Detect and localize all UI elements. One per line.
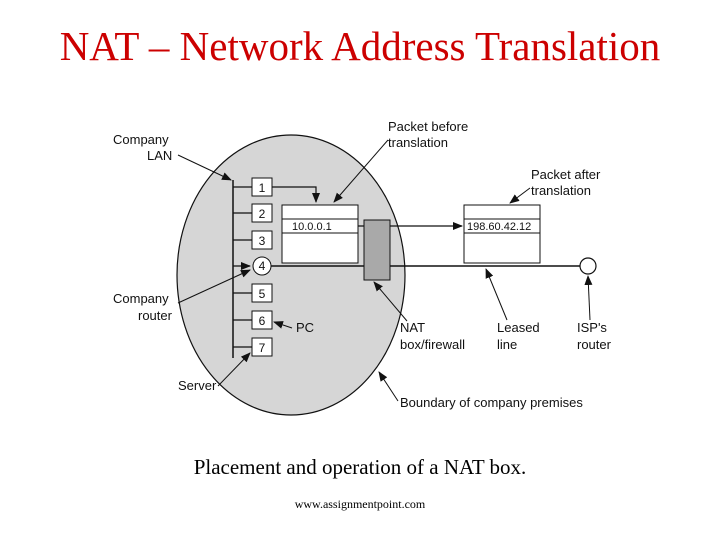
isp-router-label-1: ISP's	[577, 320, 607, 335]
machine-7	[252, 338, 272, 356]
machine-6-label: 6	[258, 314, 266, 328]
isp-router	[580, 258, 596, 274]
packet-before-label-2: translation	[388, 135, 448, 150]
machine-1	[252, 178, 272, 196]
server-label: Server	[178, 378, 217, 393]
packet-after-translation	[464, 205, 540, 263]
nat-box	[364, 220, 390, 280]
machine-4-label: 4	[258, 259, 266, 273]
machine-2	[252, 204, 272, 222]
isp-router-label-2: router	[577, 337, 611, 352]
packet-before-translation	[282, 205, 358, 263]
company-router-label-2: router	[138, 308, 172, 323]
packet-after-label-2: translation	[531, 183, 591, 198]
machine-6	[252, 311, 272, 329]
machine-3	[252, 231, 272, 249]
machine-7-label: 7	[258, 341, 266, 355]
source-address-before: 10.0.0.1	[292, 221, 332, 233]
boundary-label: Boundary of company premises	[400, 395, 583, 410]
nat-box-label-1: NAT	[400, 320, 426, 335]
company-router-label-1: Company	[113, 291, 169, 306]
source-address-after: 198.60.42.12	[467, 221, 532, 233]
packet-after-label-1: Packet after	[531, 167, 601, 182]
pc-label: PC	[296, 320, 315, 335]
figure-caption: Placement and operation of a NAT box.	[193, 455, 527, 479]
company-lan-label-2: LAN	[147, 148, 173, 163]
machine-3-label: 3	[258, 234, 266, 248]
packet-before-label-1: Packet before	[388, 119, 469, 134]
company-router	[253, 257, 271, 275]
source-url: www.assignmentpoint.com	[294, 497, 426, 511]
nat-box-label-2: box/firewall	[400, 337, 466, 352]
machine-5-label: 5	[258, 287, 266, 301]
leased-line-label-2: line	[497, 337, 518, 352]
machine-1-label: 1	[258, 181, 266, 195]
page-title: NAT – Network Address Translation	[59, 23, 661, 69]
machine-5	[252, 284, 272, 302]
company-lan-label-1: Company	[113, 132, 169, 147]
leased-line-label-1: Leased	[497, 320, 540, 335]
machine-2-label: 2	[258, 207, 266, 221]
